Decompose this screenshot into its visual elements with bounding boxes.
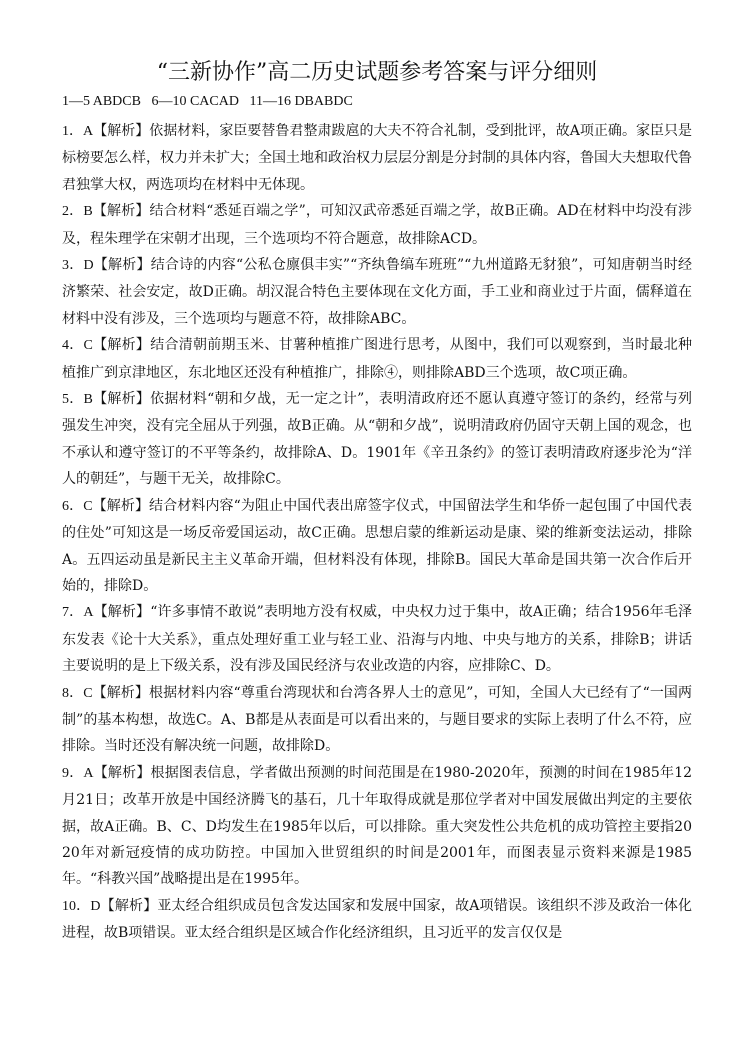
explanation-item-10 (62, 893, 692, 947)
answer-document (62, 58, 692, 947)
explanation-item-9 (62, 760, 692, 893)
item-text: 依据材料，家臣要替鲁君整肃跋扈的大夫不符合礼制，受到批评，故A项正确。家臣只是标榜要怎么样，权力并未扩大；全国土地和政治权力层层分割是分封制的具体内容，鲁国大夫想取代鲁君独掌大权，两选项均在材料中无体现。 (62, 123, 693, 193)
item-text: 结合材料内容“为阻止中国代表出席签字仪式，中国留法学生和华侨一起包围了中国代表的住处”可知这是一场反帝爱国运动，故C正确。思想启蒙的维新运动是康、梁的维新变法运动，排除A。五四运动虽是新民主主义革命开端，但材料没有体现，排除B。国民大革命是国共第一次合作后开始的，排除D。 (62, 497, 693, 594)
item-text: 依据材料“朝和夕战，无一定之计”，表明清政府还不愿认真遵守签订的条约，经常与列强发生冲突，没有完全屈从于列强，故B正确。从“朝和夕战”，说明清政府仍固守天朝上国的观念，也不承认和遵守签订的不平等条约，故排除A、D。1901年《辛丑条约》的签订表明清政府逐步沦为“洋人的朝廷”，与题干无关，故排除C。 (62, 391, 693, 488)
item-text: 结合材料“悉延百端之学”，可知汉武帝悉延百端之学，故B正确。AD在材料中均没有涉及，程朱理学在宋朝才出现，三个选项均不符合题意，故排除ACD。 (62, 203, 693, 247)
document-title: “三新协作”高二历史试题参考答案与评分细则 (156, 60, 598, 85)
item-answer: A (83, 605, 94, 621)
explanation-item-5 (62, 386, 692, 493)
item-text: 结合清朝前期玉米、甘薯种植推广图进行思考，从图中，我们可以观察到，当时最北种植推广到京津地区，东北地区还没有种植推广，排除④，则排除ABD三个选项，故C项正确。 (62, 337, 693, 381)
item-tag: 【解析】 (100, 897, 158, 914)
item-answer: C (83, 685, 93, 701)
explanation-list (62, 118, 692, 947)
explanation-item-6 (62, 493, 692, 600)
item-text: 根据图表信息，学者做出预测的时间范围是在1980-2020年，预测的时间在1985年12月21日；改革开放是中国经济腾飞的基石，几十年取得成就是那位学者对中国发展做出判定的主要依据，故A正确。B、C、D均发生在1985年以后，可以排除。重大突发性公共危机的成功管控主要指2020年对新冠疫情的成功防控。中国加入世贸组织的时间是2001年，而图表显示资料来源是1985年。“科教兴国”战略提出是在1995年。 (62, 764, 693, 888)
item-tag: 【解析】 (92, 203, 150, 220)
item-number: 5． (62, 392, 84, 408)
explanation-item-4 (62, 332, 692, 386)
item-number: 9． (62, 765, 84, 781)
item-answer: C (83, 338, 93, 354)
item-number: 6． (62, 498, 84, 514)
item-tag: 【解析】 (93, 123, 150, 139)
item-tag: 【解析】 (93, 604, 151, 621)
explanation-item-8 (62, 680, 692, 760)
item-answer: D (83, 258, 94, 274)
answer-key-line: 1—5 ABDCB 6—10 CACAD 11—16 DBABDC (62, 94, 353, 109)
item-text: 结合诗的内容“公私仓廪俱丰实”“齐纨鲁缟车班班”“九州道路无豺狼”，可知唐朝当时经济繁荣、社会安定，故D正确。胡汉混合特色主要体现在文化方面，手工业和商业过于片面，儒释道在材料中没有涉及，三个选项均与题意不符，故排除ABC。 (62, 257, 693, 327)
item-answer: A (83, 124, 94, 139)
explanation-item-2 (62, 198, 692, 252)
explanation-item-3 (62, 252, 692, 332)
item-answer: D (90, 898, 101, 914)
item-tag: 【解析】 (92, 497, 150, 514)
item-number: 1． (62, 124, 84, 139)
item-number: 8． (62, 685, 84, 701)
item-text: 亚太经合组织成员包含发达国家和发展中国家，故A项错误。该组织不涉及政治一体化进程，故B项错误。亚太经合组织是区域合作化经济组织，且习近平的发言仅仅是 (62, 897, 693, 942)
item-tag: 【解析】 (92, 684, 149, 701)
item-tag: 【解析】 (93, 257, 151, 274)
explanation-item-1 (62, 118, 692, 198)
item-answer: B (83, 204, 93, 220)
item-answer: C (83, 498, 93, 514)
item-tag: 【解析】 (92, 391, 151, 408)
item-tag: 【解析】 (93, 764, 151, 781)
explanation-item-7 (62, 599, 692, 679)
item-text: 根据材料内容“尊重台湾现状和台湾各界人士的意见”，可知，全国人大已经有了“一国两制”的基本构想，故选C。A、B都是从表面是可以看出来的，与题目要求的实际上表明了什么不符，应排除。当时还没有解决统一问题，故排除D。 (62, 684, 693, 755)
item-text: “许多事情不敢说”表明地方没有权威，中央权力过于集中，故A正确；结合1956年毛泽东发表《论十大关系》，重点处理好重工业与轻工业、沿海与内地、中央与地方的关系，排除B；讲话主要说明的是上下级关系，没有涉及国民经济与农业改造的内容，应排除C、D。 (62, 604, 692, 675)
item-number: 2． (62, 204, 84, 220)
item-tag: 【解析】 (92, 337, 151, 354)
item-number: 4． (62, 338, 84, 354)
item-number: 10． (62, 898, 91, 914)
item-number: 7． (62, 605, 84, 621)
item-answer: B (83, 392, 93, 408)
item-answer: A (83, 765, 94, 781)
item-number: 3． (62, 258, 84, 274)
